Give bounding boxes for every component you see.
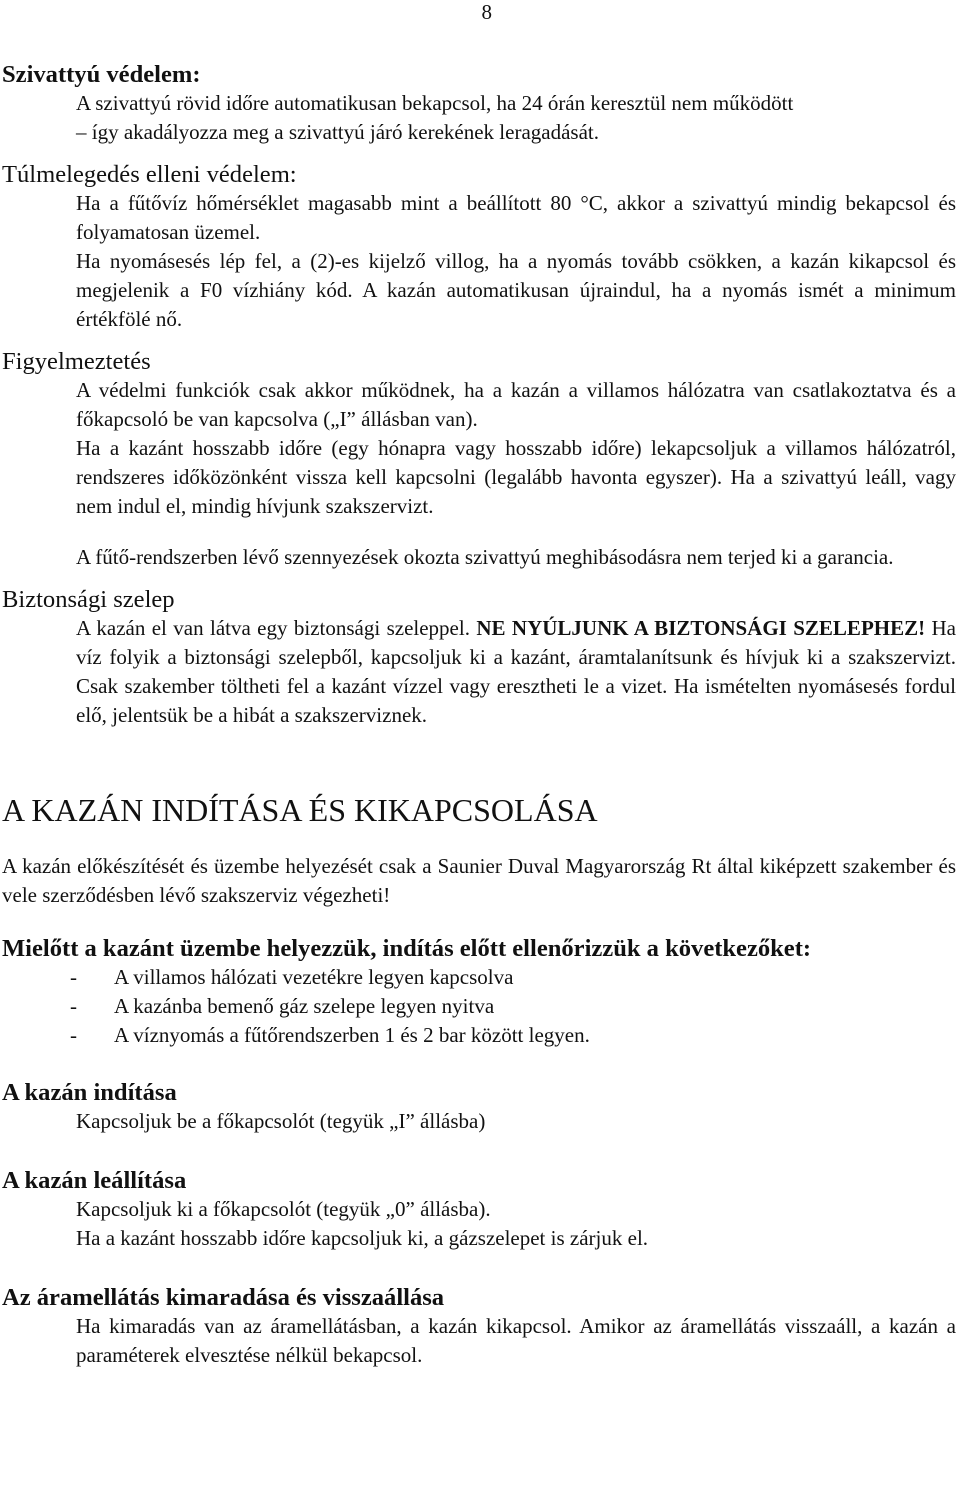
section-pump-protection bbox=[2, 60, 956, 147]
paragraph: Ha kimaradás van az áramellátásban, a kazán kikapcsol. Amikor az áramellátás visszaáll, a kazán a paraméterek elvesztése nélkül bekapcsol. bbox=[76, 1314, 956, 1367]
section-overheat-protection bbox=[2, 160, 956, 334]
text-run: A kazán el van látva egy biztonsági szeleppel. bbox=[76, 616, 477, 640]
section-heading: Szivattyú védelem: bbox=[2, 61, 201, 88]
section-start bbox=[2, 1078, 956, 1136]
section-warning bbox=[2, 347, 956, 572]
paragraph: Ha a kazánt hosszabb időre (egy hónapra vagy hosszabb időre) lekapcsoljuk a villamos hálózatról, rendszeres időközönként vissza kell kapcsolni (legalább havonta egyszer). Ha a szivattyú leáll, vagy nem indul el, mindig hívjunk szakszervizt. bbox=[76, 436, 956, 518]
paragraph-line: Ha a kazánt hosszabb időre kapcsoljuk ki, a gázszelepet is zárjuk el. bbox=[76, 1226, 649, 1250]
section-safety-valve bbox=[2, 585, 956, 730]
main-title: A KAZÁN INDÍTÁSA ÉS KIKAPCSOLÁSA bbox=[2, 792, 598, 828]
list-item bbox=[2, 963, 956, 992]
paragraph: Ha a fűtővíz hőmérséklet magasabb mint a beállított 80 °C, akkor a szivattyú mindig bekapcsol és folyamatosan üzemel. bbox=[76, 191, 956, 244]
paragraph: A védelmi funkciók csak akkor működnek, ha a kazán a villamos hálózatra van csatlakoztatva és a főkapcsoló be van kapcsolva („I” állásban van). bbox=[76, 378, 956, 431]
section-checklist bbox=[2, 934, 956, 1050]
emphasis-warning: NE NYÚLJUNK A BIZTONSÁGI SZELEPHEZ! bbox=[476, 616, 926, 640]
paragraph bbox=[2, 614, 956, 730]
section-heading: Figyelmeztetés bbox=[2, 348, 151, 375]
section-heading: Túlmelegedés elleni védelem: bbox=[2, 161, 297, 188]
paragraph-line: Kapcsoljuk ki a főkapcsolót (tegyük „0” állásba). bbox=[76, 1197, 491, 1221]
paragraph: A fűtő-rendszerben lévő szennyezések okozta szivattyú meghibásodásra nem terjed ki a garancia. bbox=[76, 545, 894, 569]
section-heading: A kazán leállítása bbox=[2, 1167, 187, 1194]
dash-bullet: - bbox=[70, 965, 77, 989]
section-heading: A kazán indítása bbox=[2, 1079, 177, 1106]
paragraph-line: – így akadályozza meg a szivattyú járó kerekének leragadását. bbox=[76, 120, 600, 144]
list-item-text: A villamos hálózati vezetékre legyen kapcsolva bbox=[114, 965, 514, 989]
text-run: Ha víz folyik a biztonsági szelepből, kapcsoljuk ki a kazánt, áramtalanítsunk és hívjuk ki a szakszervizt. Csak szakember töltheti fel a kazánt vízzel vagy eresztheti le a vizet. Ha ismételten nyomásesés fordul elő, jelentsük be a hibát a szakszerviznek. bbox=[76, 616, 956, 727]
page-number: 8 bbox=[481, 0, 492, 24]
document-body bbox=[2, 60, 956, 1370]
paragraph: Kapcsoljuk be a főkapcsolót (tegyük „I” állásba) bbox=[76, 1109, 486, 1133]
section-stop bbox=[2, 1166, 956, 1253]
list-item bbox=[2, 992, 956, 1021]
section-heading: Mielőtt a kazánt üzembe helyezzük, indítás előtt ellenőrizzük a következőket: bbox=[2, 935, 812, 962]
intro-paragraph: A kazán előkészítését és üzembe helyezését csak a Saunier Duval Magyarország Rt által kiképzett szakember és vele szerződésben lévő szakszerviz végezheti! bbox=[2, 854, 956, 907]
section-heading: Biztonsági szelep bbox=[2, 586, 175, 613]
list-item-text: A kazánba bemenő gáz szelepe legyen nyitva bbox=[114, 994, 495, 1018]
list-item-text: A víznyomás a fűtőrendszerben 1 és 2 bar között legyen. bbox=[114, 1023, 590, 1047]
list-item bbox=[2, 1021, 956, 1050]
dash-bullet: - bbox=[70, 994, 77, 1018]
paragraph-line: A szivattyú rövid időre automatikusan bekapcsol, ha 24 órán keresztül nem működött bbox=[76, 91, 794, 115]
section-heading: Az áramellátás kimaradása és visszaállása bbox=[2, 1284, 445, 1311]
dash-bullet: - bbox=[70, 1023, 77, 1047]
checklist bbox=[2, 963, 956, 1050]
paragraph: Ha nyomásesés lép fel, a (2)-es kijelző villog, ha a nyomás tovább csökken, a kazán kikapcsol és megjelenik a F0 vízhiány kód. A kazán automatikusan újraindul, ha a nyomás ismét a minimum értékfölé nő. bbox=[76, 249, 956, 331]
section-power-outage bbox=[2, 1283, 956, 1370]
